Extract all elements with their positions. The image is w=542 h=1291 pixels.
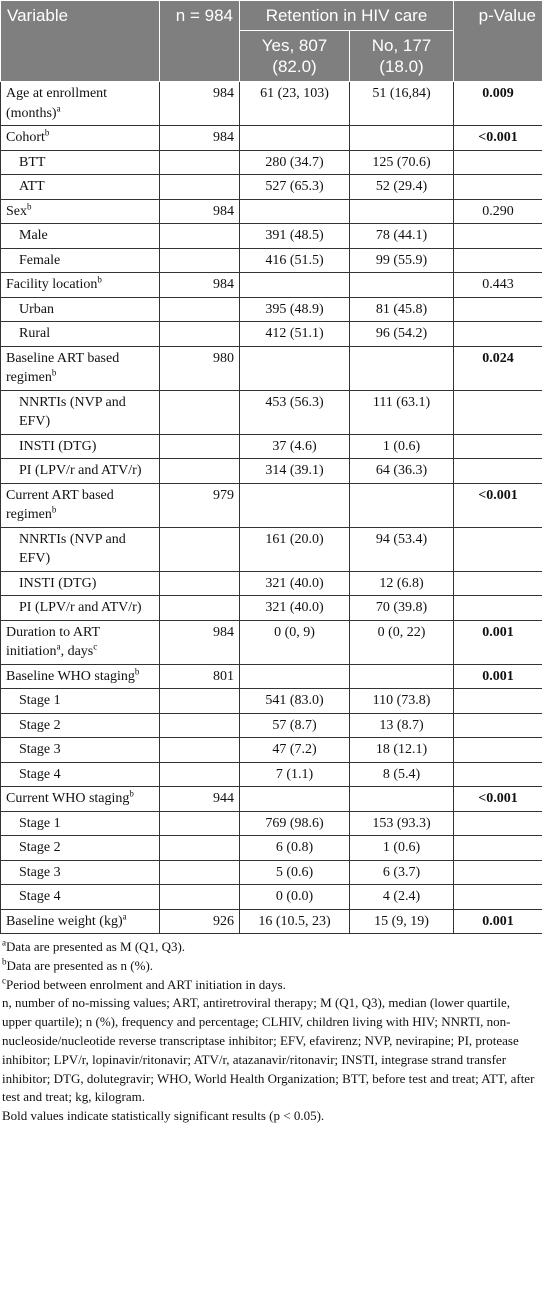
table-row <box>1 689 542 714</box>
cell-no: 125 (70.6) <box>350 150 454 175</box>
cell-no: 153 (93.3) <box>350 811 454 836</box>
table-row <box>1 459 542 484</box>
cell-pvalue <box>454 390 542 434</box>
table-row <box>1 434 542 459</box>
table-footnotes <box>0 934 542 1126</box>
cell-yes: 0 (0, 9) <box>240 620 350 664</box>
footnote-abbreviations: n, number of no-missing values; ART, antiretroviral therapy; M (Q1, Q3), median (lower quartile, upper quartile); n (%), frequency and percentage; CLHIV, children living with HIV; NNRTI, non-nucleoside/nucleotide reverse transcriptase inhibitor; EFV, efavirenz; NVP, nevirapine; PI, protease inhibitor; LPV/r, lopinavir/ritonavir; ATV/r, atazanavir/ritonavir; INSTI, integrase strand transfer inhibitor; DTG, dolutegravir; WHO, World Health Organization; BTT, before test and treat; ATT, after test and treat; kg, kilogram. <box>2 995 535 1105</box>
cell-variable: Stage 1 <box>1 689 160 714</box>
table-row <box>1 248 542 273</box>
cell-no: 52 (29.4) <box>350 175 454 200</box>
table-row <box>1 571 542 596</box>
cell-pvalue <box>454 571 542 596</box>
cell-pvalue <box>454 322 542 347</box>
table-row <box>1 483 542 527</box>
cell-n <box>160 762 240 787</box>
cell-pvalue <box>454 762 542 787</box>
table-row <box>1 762 542 787</box>
table-row <box>1 909 542 934</box>
table-row <box>1 126 542 151</box>
cell-n: 980 <box>160 346 240 390</box>
table-row <box>1 322 542 347</box>
cell-no <box>350 483 454 527</box>
cell-variable: Baseline ART based regimen$^b$ <box>1 346 160 390</box>
cell-no: 13 (8.7) <box>350 713 454 738</box>
cell-variable: Cohort$^b$ <box>1 126 160 151</box>
table-row <box>1 224 542 249</box>
cell-variable: Age at enrollment (months)$^a$ <box>1 82 160 126</box>
table-row <box>1 273 542 298</box>
cell-pvalue <box>454 885 542 910</box>
cell-pvalue: 0.001 <box>454 664 542 689</box>
cell-yes: 0 (0.0) <box>240 885 350 910</box>
cell-n <box>160 434 240 459</box>
cell-pvalue <box>454 150 542 175</box>
cell-no <box>350 199 454 224</box>
table-row <box>1 860 542 885</box>
table-row <box>1 390 542 434</box>
cell-no <box>350 273 454 298</box>
table-row <box>1 836 542 861</box>
cell-yes: 453 (56.3) <box>240 390 350 434</box>
cell-variable: Urban <box>1 297 160 322</box>
cell-variable: Baseline WHO staging$^b$ <box>1 664 160 689</box>
cell-no: 81 (45.8) <box>350 297 454 322</box>
cell-yes <box>240 346 350 390</box>
cell-variable: Current WHO staging$^b$ <box>1 787 160 812</box>
cell-no <box>350 664 454 689</box>
cell-no: 99 (55.9) <box>350 248 454 273</box>
cell-yes: 541 (83.0) <box>240 689 350 714</box>
cell-pvalue: <0.001 <box>454 787 542 812</box>
cell-variable: Stage 2 <box>1 713 160 738</box>
cell-yes: 5 (0.6) <box>240 860 350 885</box>
cell-n <box>160 596 240 621</box>
cell-yes: 16 (10.5, 23) <box>240 909 350 934</box>
cell-no: 6 (3.7) <box>350 860 454 885</box>
cell-pvalue: 0.009 <box>454 82 542 126</box>
cell-yes: 7 (1.1) <box>240 762 350 787</box>
cell-no: 4 (2.4) <box>350 885 454 910</box>
header-yes: Yes, 807 (82.0) <box>240 31 350 82</box>
cell-pvalue: <0.001 <box>454 126 542 151</box>
cell-n <box>160 150 240 175</box>
cell-variable: Rural <box>1 322 160 347</box>
cell-pvalue <box>454 836 542 861</box>
cell-yes: 6 (0.8) <box>240 836 350 861</box>
cell-yes: 395 (48.9) <box>240 297 350 322</box>
cell-no: 0 (0, 22) <box>350 620 454 664</box>
cell-pvalue: 0.443 <box>454 273 542 298</box>
cell-n <box>160 527 240 571</box>
cell-variable: ATT <box>1 175 160 200</box>
cell-n: 801 <box>160 664 240 689</box>
table-row <box>1 199 542 224</box>
cell-variable: Facility location$^b$ <box>1 273 160 298</box>
cell-variable: PI (LPV/r and ATV/r) <box>1 596 160 621</box>
cell-pvalue: 0.001 <box>454 620 542 664</box>
table-body <box>1 82 542 934</box>
cell-yes: 769 (98.6) <box>240 811 350 836</box>
table-row <box>1 811 542 836</box>
cell-no <box>350 346 454 390</box>
cell-no: 1 (0.6) <box>350 434 454 459</box>
table-row <box>1 346 542 390</box>
cell-n <box>160 713 240 738</box>
cell-n: 984 <box>160 273 240 298</box>
cell-variable: Stage 3 <box>1 860 160 885</box>
cell-variable: Current ART based regimen$^b$ <box>1 483 160 527</box>
cell-no: 110 (73.8) <box>350 689 454 714</box>
cell-n <box>160 224 240 249</box>
header-pvalue: p-Value <box>454 1 542 82</box>
table-row <box>1 885 542 910</box>
cell-variable: Male <box>1 224 160 249</box>
cell-variable: Stage 4 <box>1 762 160 787</box>
cell-yes: 416 (51.5) <box>240 248 350 273</box>
cell-n: 926 <box>160 909 240 934</box>
cell-pvalue <box>454 459 542 484</box>
cell-yes: 47 (7.2) <box>240 738 350 763</box>
cell-no: 96 (54.2) <box>350 322 454 347</box>
cell-variable: Stage 4 <box>1 885 160 910</box>
cell-pvalue <box>454 175 542 200</box>
table-row <box>1 297 542 322</box>
cell-variable: INSTI (DTG) <box>1 571 160 596</box>
cell-yes: 61 (23, 103) <box>240 82 350 126</box>
cell-n <box>160 738 240 763</box>
cell-no: 70 (39.8) <box>350 596 454 621</box>
header-n: n = 984 <box>160 1 240 82</box>
cell-variable: Stage 2 <box>1 836 160 861</box>
table-row <box>1 787 542 812</box>
cell-n: 984 <box>160 620 240 664</box>
table-row <box>1 596 542 621</box>
cell-pvalue <box>454 297 542 322</box>
cell-n <box>160 248 240 273</box>
cell-pvalue: <0.001 <box>454 483 542 527</box>
cell-n: 944 <box>160 787 240 812</box>
cell-variable: Sex$^b$ <box>1 199 160 224</box>
cell-yes <box>240 273 350 298</box>
cell-n: 984 <box>160 199 240 224</box>
cell-n: 979 <box>160 483 240 527</box>
cell-pvalue <box>454 811 542 836</box>
cell-no <box>350 126 454 151</box>
cell-no <box>350 787 454 812</box>
table-row <box>1 713 542 738</box>
cell-no: 18 (12.1) <box>350 738 454 763</box>
cell-yes: 280 (34.7) <box>240 150 350 175</box>
cell-variable: Baseline weight (kg)$^a$ <box>1 909 160 934</box>
cell-n <box>160 885 240 910</box>
table-row <box>1 620 542 664</box>
cell-yes <box>240 787 350 812</box>
cell-pvalue: 0.290 <box>454 199 542 224</box>
cell-n <box>160 459 240 484</box>
cell-no: 64 (36.3) <box>350 459 454 484</box>
table-row <box>1 664 542 689</box>
cell-yes: 391 (48.5) <box>240 224 350 249</box>
cell-variable: Stage 3 <box>1 738 160 763</box>
footnote-c: $^c$Period between enrolment and ART initiation in days. <box>2 975 286 992</box>
cell-yes: 321 (40.0) <box>240 596 350 621</box>
table-header <box>1 1 542 82</box>
cell-yes: 57 (8.7) <box>240 713 350 738</box>
cell-pvalue <box>454 689 542 714</box>
cell-n: 984 <box>160 82 240 126</box>
cell-variable: PI (LPV/r and ATV/r) <box>1 459 160 484</box>
cell-yes <box>240 126 350 151</box>
cell-yes: 37 (4.6) <box>240 434 350 459</box>
cell-n <box>160 390 240 434</box>
cell-n <box>160 836 240 861</box>
cell-no: 15 (9, 19) <box>350 909 454 934</box>
cell-variable: NNRTIs (NVP and EFV) <box>1 527 160 571</box>
cell-pvalue <box>454 596 542 621</box>
cell-pvalue <box>454 434 542 459</box>
cell-yes: 321 (40.0) <box>240 571 350 596</box>
cell-variable: INSTI (DTG) <box>1 434 160 459</box>
cell-pvalue: 0.001 <box>454 909 542 934</box>
cell-variable: Female <box>1 248 160 273</box>
cell-pvalue <box>454 527 542 571</box>
cell-n <box>160 175 240 200</box>
cell-variable: Stage 1 <box>1 811 160 836</box>
cell-no: 51 (16,84) <box>350 82 454 126</box>
cell-n: 984 <box>160 126 240 151</box>
cell-variable: NNRTIs (NVP and EFV) <box>1 390 160 434</box>
cell-yes: 314 (39.1) <box>240 459 350 484</box>
footnote-a: $^a$Data are presented as M (Q1, Q3). <box>2 937 186 954</box>
cell-yes <box>240 664 350 689</box>
table-row <box>1 738 542 763</box>
cell-pvalue: 0.024 <box>454 346 542 390</box>
table-row <box>1 175 542 200</box>
table-row <box>1 527 542 571</box>
cell-no: 12 (6.8) <box>350 571 454 596</box>
cell-pvalue <box>454 713 542 738</box>
cell-n <box>160 689 240 714</box>
cell-pvalue <box>454 860 542 885</box>
footnote-b: $^b$Data are presented as n (%). <box>2 956 154 973</box>
cell-pvalue <box>454 738 542 763</box>
cell-yes <box>240 199 350 224</box>
cell-n <box>160 811 240 836</box>
header-retention: Retention in HIV care <box>240 1 454 31</box>
table-row <box>1 82 542 126</box>
cell-no: 111 (63.1) <box>350 390 454 434</box>
cell-no: 8 (5.4) <box>350 762 454 787</box>
cell-n <box>160 322 240 347</box>
cell-yes: 527 (65.3) <box>240 175 350 200</box>
cell-n <box>160 297 240 322</box>
header-no: No, 177 (18.0) <box>350 31 454 82</box>
footnote-bold-note: Bold values indicate statistically significant results (p < 0.05). <box>2 1108 325 1124</box>
cell-variable: BTT <box>1 150 160 175</box>
table-row <box>1 150 542 175</box>
cell-no: 78 (44.1) <box>350 224 454 249</box>
cell-n <box>160 860 240 885</box>
cell-pvalue <box>454 224 542 249</box>
cell-n <box>160 571 240 596</box>
cell-yes: 161 (20.0) <box>240 527 350 571</box>
cell-variable: Duration to ART initiation$^a$, days$^c$ <box>1 620 160 664</box>
cell-yes <box>240 483 350 527</box>
cell-no: 94 (53.4) <box>350 527 454 571</box>
header-variable: Variable <box>1 1 160 82</box>
cell-yes: 412 (51.1) <box>240 322 350 347</box>
cell-pvalue <box>454 248 542 273</box>
cell-no: 1 (0.6) <box>350 836 454 861</box>
